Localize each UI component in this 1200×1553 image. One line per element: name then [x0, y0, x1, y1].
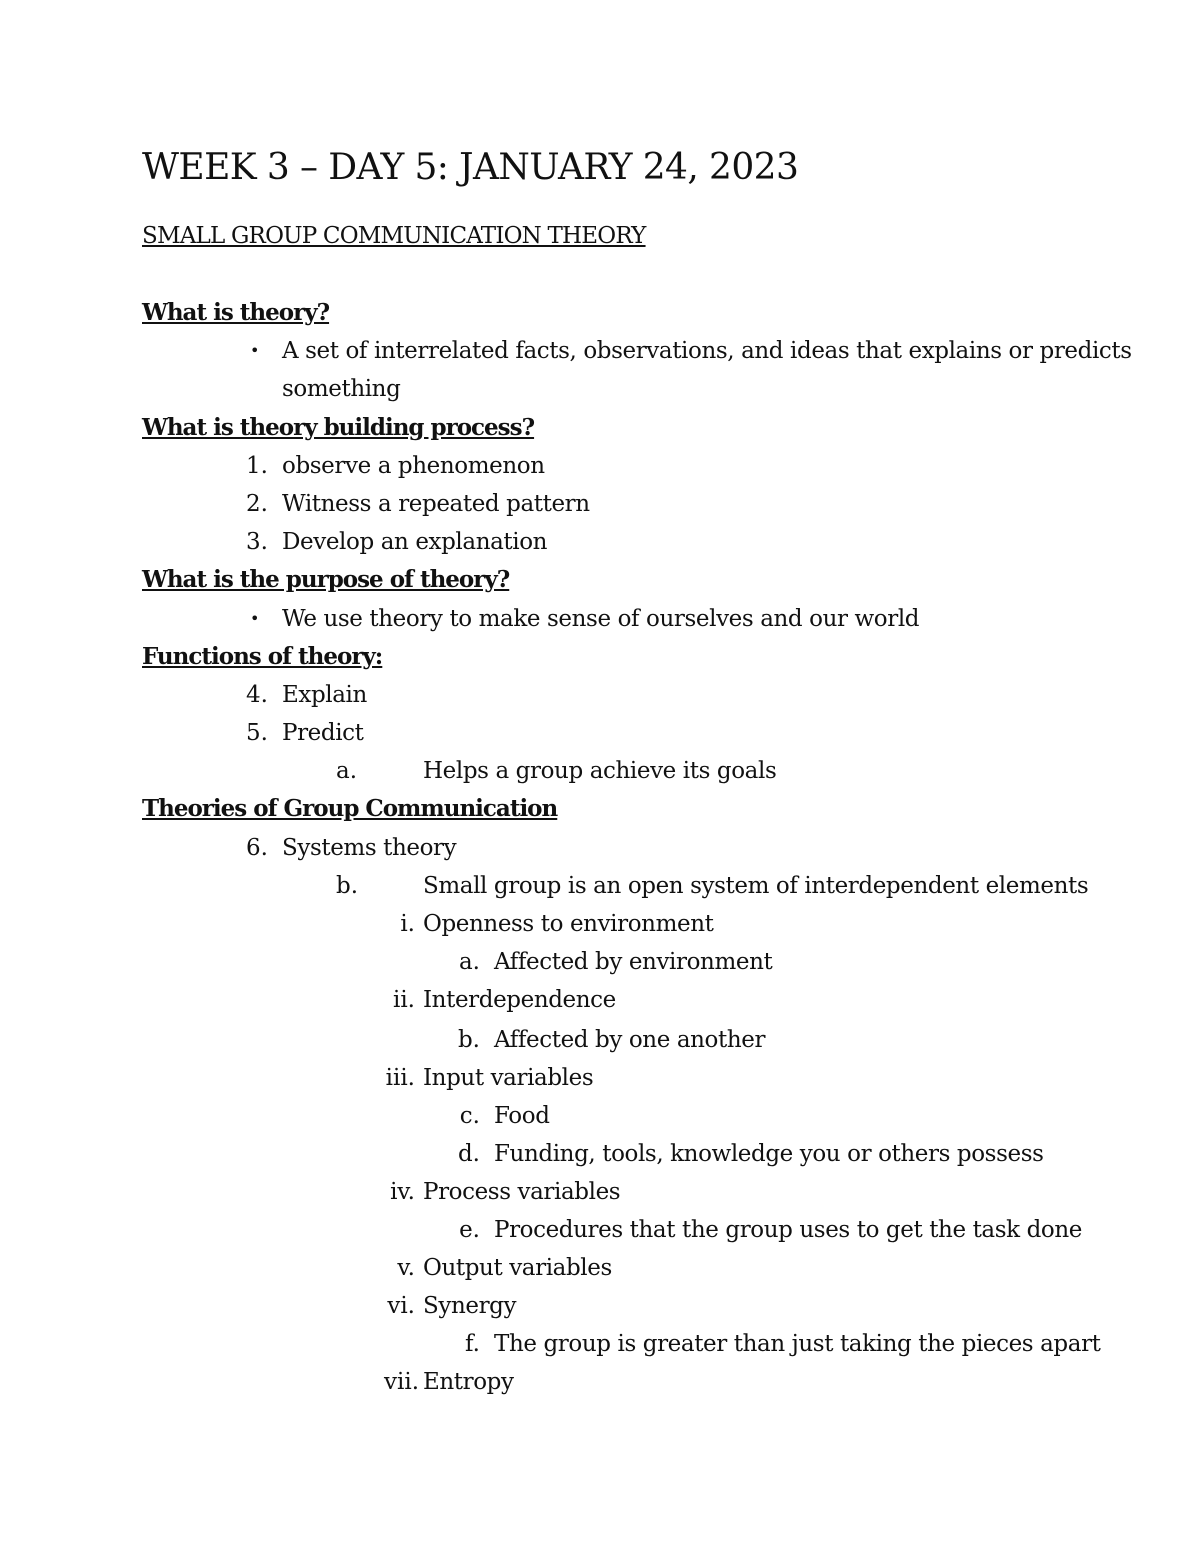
- list-item-marker: 4.: [246, 682, 268, 708]
- section-heading-what-is-theory: What is theory?: [142, 299, 330, 326]
- list-item-marker: 3.: [246, 529, 268, 555]
- list-item-text: Predict: [282, 720, 364, 746]
- list-item-marker: b.: [457, 1027, 480, 1053]
- list-item-marker: a.: [336, 758, 358, 784]
- bullet-marker: •: [250, 341, 260, 360]
- list-item-marker: ii.: [392, 987, 415, 1013]
- page-title: WEEK 3 – DAY 5: JANUARY 24, 2023: [142, 147, 799, 188]
- list-item-text: Procedures that the group uses to get the task done: [494, 1217, 1082, 1243]
- list-item-marker: d.: [457, 1141, 480, 1167]
- list-item-marker: v.: [397, 1255, 415, 1281]
- list-item-text: Explain: [282, 682, 367, 708]
- list-item-text: Process variables: [423, 1179, 621, 1205]
- list-item-text: Openness to environment: [423, 911, 714, 937]
- list-item-text: Witness a repeated pattern: [282, 491, 590, 517]
- list-item-marker: 2.: [246, 491, 268, 517]
- list-item-text: Entropy: [423, 1369, 514, 1395]
- list-item-text: Small group is an open system of interdependent elements: [423, 873, 1089, 899]
- list-item-marker: iv.: [390, 1179, 415, 1205]
- list-item-marker: vii.: [384, 1369, 420, 1395]
- list-item-text: Develop an explanation: [282, 529, 548, 555]
- list-item-text: Affected by environment: [494, 949, 773, 975]
- list-item-marker: c.: [459, 1103, 480, 1129]
- list-item-marker: 1.: [246, 453, 268, 479]
- list-item-marker: f.: [464, 1331, 480, 1357]
- list-item-marker: i.: [400, 911, 415, 937]
- section-heading-functions: Functions of theory:: [142, 643, 383, 670]
- list-item-text: Helps a group achieve its goals: [423, 758, 777, 784]
- list-item-text: A set of interrelated facts, observations, and ideas that explains or predicts: [282, 338, 1132, 364]
- list-item-text: Affected by one another: [494, 1027, 766, 1053]
- list-item-text: observe a phenomenon: [282, 453, 545, 479]
- list-item-text: We use theory to make sense of ourselves and our world: [282, 606, 920, 632]
- list-item-marker: a.: [458, 949, 480, 975]
- list-item-text: Systems theory: [282, 835, 457, 861]
- list-item-marker: e.: [459, 1217, 480, 1243]
- bullet-marker: •: [250, 609, 260, 628]
- list-item-continuation: something: [282, 376, 401, 402]
- list-item-text: Interdependence: [423, 987, 616, 1013]
- list-item-text: Synergy: [423, 1293, 517, 1319]
- section-heading-theories-of-group-communication: Theories of Group Communication: [142, 795, 558, 822]
- list-item-text: Input variables: [423, 1065, 594, 1091]
- list-item-marker: vi.: [387, 1293, 415, 1319]
- page-subtitle: SMALL GROUP COMMUNICATION THEORY: [142, 223, 646, 249]
- list-item-text: Output variables: [423, 1255, 612, 1281]
- list-item-text: Food: [494, 1103, 550, 1129]
- section-heading-purpose: What is the purpose of theory?: [142, 566, 510, 593]
- list-item-marker: 5.: [246, 720, 268, 746]
- list-item-text: The group is greater than just taking the pieces apart: [494, 1331, 1101, 1357]
- list-item-marker: b.: [336, 873, 359, 899]
- list-item-text: Funding, tools, knowledge you or others possess: [494, 1141, 1044, 1167]
- list-item-marker: iii.: [385, 1065, 415, 1091]
- section-heading-theory-building: What is theory building process?: [142, 414, 535, 441]
- list-item-marker: 6.: [246, 835, 268, 861]
